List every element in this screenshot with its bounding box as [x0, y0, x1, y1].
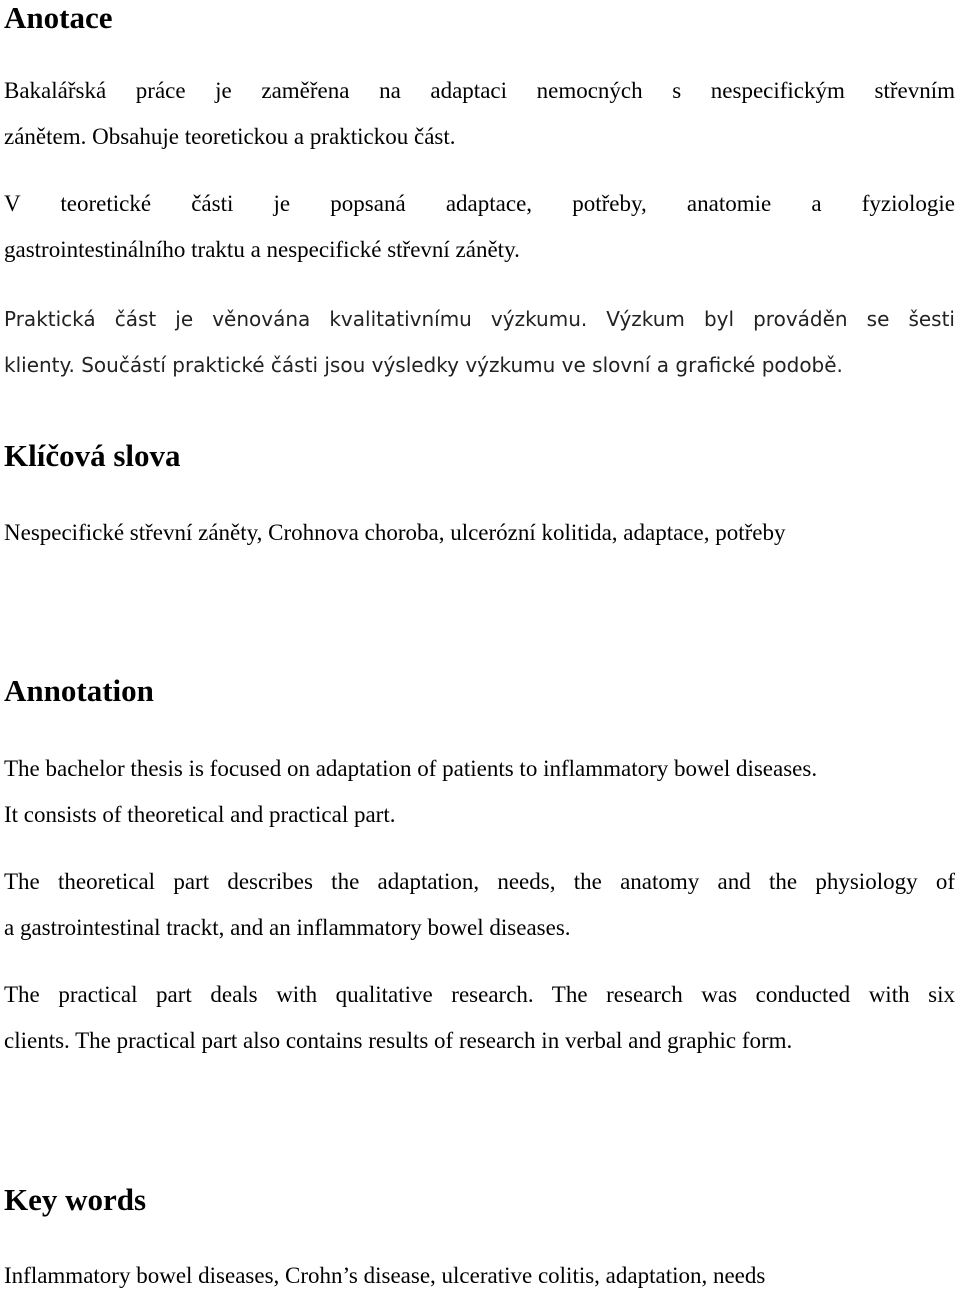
annotation-paragraph-1-line-2: It consists of theoretical and practical part. [4, 802, 396, 827]
annotation-paragraph-1-line-1: The bachelor thesis is focused on adaptation of patients to inflammatory bowel diseases. [4, 756, 818, 781]
key-words-text: Inflammatory bowel diseases, Crohn’s disease, ulcerative colitis, adaptation, needs [4, 1263, 766, 1288]
anotace-paragraph-3-line-2: klienty. Součástí praktické části jsou výsledky výzkumu ve slovní a grafické podobě. [4, 353, 843, 377]
anotace-paragraph-2-line-2: gastrointestinálního traktu a nespecifické střevní záněty. [4, 237, 520, 262]
anotace-paragraph-2-line-1: V teoretické části je popsaná adaptace, potřeby, anatomie a fyziologie [4, 191, 955, 216]
klicova-slova-heading: Klíčová slova [4, 438, 181, 473]
key-words-heading: Key words [4, 1182, 147, 1217]
klicova-slova-text: Nespecifické střevní záněty, Crohnova choroba, ulcerózní kolitida, adaptace, potřeby [4, 520, 786, 545]
anotace-paragraph-3-line-1: Praktická část je věnována kvalitativnímu výzkumu. Výzkum byl prováděn se šesti [4, 307, 955, 331]
annotation-paragraph-3-line-2: clients. The practical part also contains results of research in verbal and graphic form. [4, 1028, 793, 1053]
annotation-paragraph-2-line-2: a gastrointestinal trackt, and an inflammatory bowel diseases. [4, 915, 571, 940]
annotation-paragraph-3-line-1: The practical part deals with qualitative research. The research was conducted with six [4, 982, 955, 1007]
anotace-heading: Anotace [4, 0, 113, 35]
annotation-heading: Annotation [4, 673, 154, 708]
annotation-paragraph-2-line-1: The theoretical part describes the adaptation, needs, the anatomy and the physiology of [4, 869, 955, 894]
anotace-paragraph-1-line-2: zánětem. Obsahuje teoretickou a praktickou část. [4, 124, 456, 149]
anotace-paragraph-1-line-1: Bakalářská práce je zaměřena na adaptaci nemocných s nespecifickým střevním [4, 78, 955, 103]
